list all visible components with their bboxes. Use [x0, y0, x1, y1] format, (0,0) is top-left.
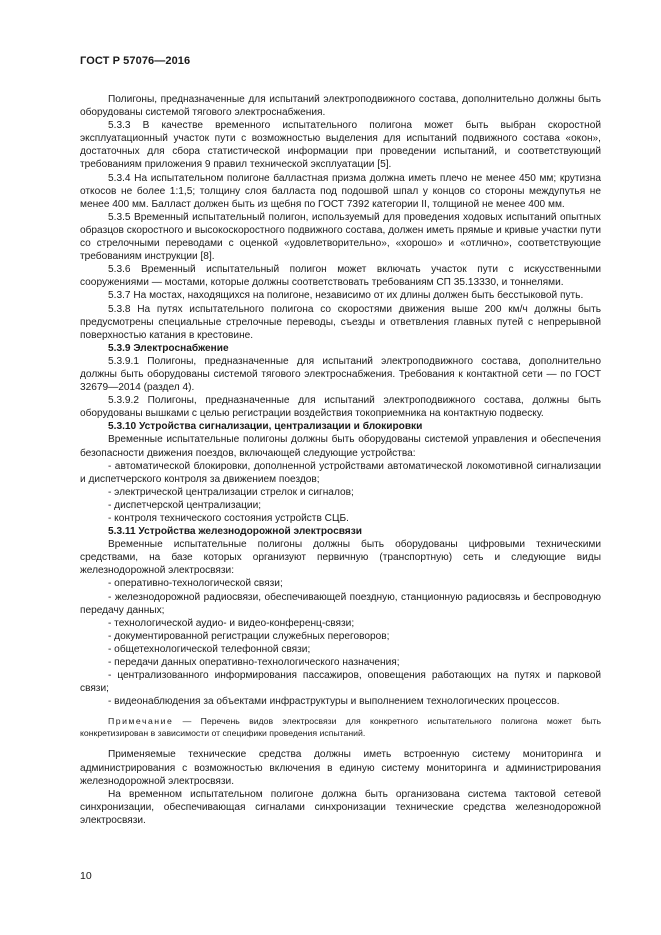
paragraph: Применяемые технические средства должны иметь встроенную систему мониторинга и администрирования с возможностью включения в единую систему мониторинга и администрирования железнодорожной электросвязи. [80, 749, 601, 787]
paragraph: На временном испытательном полигоне должна быть организована система тактовой сетевой синхронизации, обеспечивающая сигналами синхронизации технические средства железнодорожной электросвязи. [80, 788, 601, 826]
paragraph: Полигоны, предназначенные для испытаний электроподвижного состава, дополнительно должны быть оборудованы системой тягового электроснабжения. [80, 94, 601, 119]
list-item: - электрической централизации стрелок и сигналов; [108, 486, 354, 498]
page-number: 10 [80, 870, 92, 882]
paragraph: Временные испытательные полигоны должны быть оборудованы цифровыми техническими средствами, на базе которых организуют первичную (транспортную) сеть и следующие виды железнодорожной электросвязи: [80, 539, 601, 577]
list-item: - железнодорожной радиосвязи, обеспечивающей поездную, станционную радиосвязь и беспроводную передачу данных; [80, 591, 601, 616]
clause-5-3-9-1: 5.3.9.1 Полигоны, предназначенные для испытаний электроподвижного состава, дополнительно должны быть оборудованы системой тягового электроснабжения. Требования к контактной сети — по ГОСТ 32679—2014 (раздел 4). [80, 355, 601, 394]
clause-5-3-7: 5.3.7 На мостах, находящихся на полигоне, независимо от их длины должен быть бесстыковой путь. [108, 290, 584, 302]
list-item: - централизованного информирования пассажиров, оповещения работающих на путях и парковой связи; [80, 670, 601, 695]
section-heading-5-3-9: 5.3.9 Электроснабжение [108, 342, 229, 354]
list-item: - контроля технического состояния устройств СЦБ. [108, 513, 349, 524]
note-text: — Перечень видов электросвязи для конкретного испытательного полигона может быть конкретизирован в зависимости от специфики проведения испытаний. [80, 716, 601, 739]
clause-5-3-9-2: 5.3.9.2 Полигоны, предназначенные для испытаний электроподвижного состава, должны быть оборудованы вышками с целью регистрации воздействия токоприемника на контактную подвеску. [80, 395, 601, 420]
clause-5-3-5: 5.3.5 Временный испытательный полигон, используемый для проведения ходовых испытаний опытных образцов скоростного и высокоскоростного подвижного состава, должен иметь прямые и кривые участки пути со стрелочными переводами с оценкой «удовлетворительно», «хорошо» и «отлично», соответствующие требованиям инструкции [8]. [80, 211, 601, 263]
clause-5-3-3: 5.3.3 В качестве временного испытательного полигона может быть выбран скоростной эксплуатационный участок пути с возможностью выделения для испытаний подвижного состава «окон», достаточных для сбора статистической информации при проведении испытаний, и соответствующий требованиям приложения 9 правил технической эксплуатации [5]. [80, 120, 601, 171]
list-item: - документированной регистрации служебных переговоров; [108, 630, 390, 642]
paragraph: Временные испытательные полигоны должны быть оборудованы системой управления и обеспечения безопасности движения поездов, включающей следующие устройства: [80, 434, 601, 459]
list-item: - видеонаблюдения за объектами инфраструктуры и выполнением технологических процессов. [108, 696, 560, 708]
list-item: - передачи данных оперативно-технологического назначения; [108, 657, 400, 669]
clause-5-3-6: 5.3.6 Временный испытательный полигон может включать участок пути с искусственными сооружениями — мостами, которые должны соответствовать требованиям СП 35.13330, и тоннелями. [80, 264, 601, 289]
note [80, 715, 601, 739]
clause-5-3-4: 5.3.4 На испытательном полигоне балластная призма должна иметь плечо не менее 450 мм; крутизна откосов не более 1:1,5; толщину слоя балласта под подошвой шпал у концов со стороны междупутья не менее 400 мм. Балласт должен быть из щебня по ГОСТ 7392 категории II, толщиной не менее 400 мм. [80, 172, 601, 210]
note-label: Примечание [108, 716, 174, 727]
section-heading-5-3-11: 5.3.11 Устройства железнодорожной электросвязи [108, 526, 362, 538]
list-item: - диспетчерской централизации; [108, 499, 262, 511]
section-heading-5-3-10: 5.3.10 Устройства сигнализации, централизации и блокировки [108, 421, 423, 433]
document-header: ГОСТ Р 57076—2016 [80, 55, 191, 67]
clause-5-3-8: 5.3.8 На путях испытательного полигона со скоростями движения выше 200 км/ч должны быть предусмотрены специальные стрелочные переводы, съезды и ответвления главных путей с непрерывной поверхностью катания в крестовине. [80, 303, 601, 341]
list-item: - технологической аудио- и видео-конференц-связи; [108, 617, 355, 629]
list-item: - оперативно-технологической связи; [108, 578, 283, 590]
document-body [80, 93, 601, 827]
list-item: - автоматической блокировки, дополненной устройствами автоматической локомотивной сигнализации и диспетчерского контроля за движением поездов; [80, 460, 601, 485]
list-item: - общетехнологической телефонной связи; [108, 643, 311, 655]
